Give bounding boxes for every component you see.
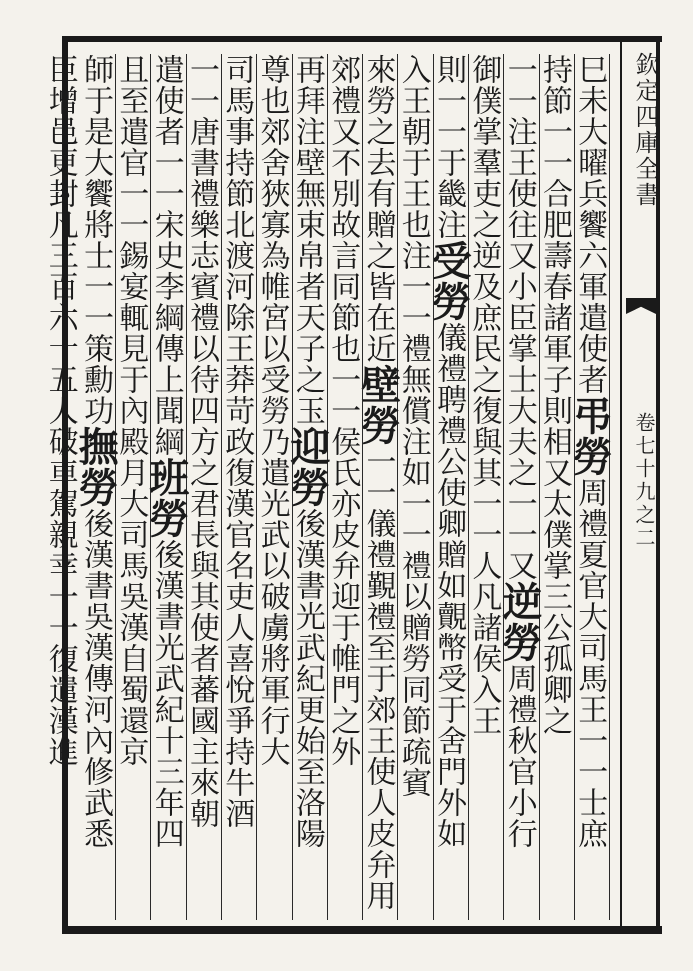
column-text [354,54,402,911]
text-column [115,54,151,920]
column-text [283,54,331,849]
annotation-text: 子則相又太僕掌三公孤卿之 [536,364,572,736]
main-text: 則一一于畿注 [431,54,467,240]
entry-heading: 壁勞 [354,364,402,446]
main-text: 一一唐書禮樂志賓禮以待四方之君長與其使者蕃國主來朝 [183,54,219,829]
juan-number: 卷七十九之二 [632,412,656,550]
text-column [327,54,363,920]
main-text: 持節一一合肥壽春諸軍 [536,54,572,364]
annotation-text: 一一侯氏亦皮弁迎于帷門之外 [325,364,361,767]
annotation-text: 周禮夏官大司馬王一一士庶 [572,477,608,849]
main-text: 遣使者一一宋史李綱傳上聞綱 [148,54,184,457]
text-column [395,54,434,920]
main-text: 臣增邑更封凡三百六十五人 [42,54,78,426]
annotation-text: 破車駕親幸一一復遣漢進 [42,426,78,767]
main-text: 司馬事持節北渡河除王莽苛政復漢官名吏人喜悅爭持牛酒 [219,54,255,829]
text-column [354,54,402,920]
column-text [43,54,78,767]
main-text: 再拜注壁無束帛者天子之玉 [289,54,325,426]
column-text [72,54,120,849]
column-text [184,54,219,829]
annotation-text: 後漢書光武紀十三年四 [148,539,184,849]
main-text: 入王朝于王也注 [395,54,431,271]
column-text [425,54,473,849]
column-text [466,54,501,736]
annotation-text: 周禮秋官小行 [501,663,537,849]
entry-heading: 班勞 [142,457,190,539]
main-text: 師于是大饗將士一一策勳功 [78,54,114,426]
entry-heading: 迎勞 [283,426,331,508]
annotation-text: 儀禮聘禮公使卿贈如覿幣受于舍門外如 [431,322,467,849]
main-text: 尊也郊舍狹寡為帷宮以受勞 [254,54,290,426]
main-text: 巳未大曜兵饗六軍遣使者 [572,54,608,395]
text-column [142,54,190,920]
annotation-text: 後漢書光武紀更始至洛陽 [289,508,325,849]
column-text [566,54,614,849]
entry-heading: 受勞 [425,240,473,322]
book-title-header: 欽定四庫全書 [631,52,659,208]
entry-heading: 弔勞 [566,395,614,477]
text-column [495,54,543,920]
annotation-text: 一一儀禮覲禮至于郊王使人皮弁用 [360,446,396,911]
text-column [183,54,222,920]
main-text: 一一注王使往又小臣掌士大夫之一一又 [501,54,537,581]
text-column [42,54,80,920]
column-text [254,54,289,767]
text-column [256,54,292,920]
entry-heading: 逆勞 [495,581,543,663]
annotation-text: 後漢書吳漢傳河內修武悉 [78,508,114,849]
text-column [536,54,575,920]
annotation-text: 月大司馬吳漢自蜀還京 [113,457,149,767]
text-column [221,54,257,920]
main-text: 且至遣官一一錫宴輒見于內殿 [113,54,149,457]
column-text [219,54,254,829]
column-text [495,54,543,849]
annotation-text: 乃遣光武以破虜將軍行大 [254,426,290,767]
frame-bottom-border [62,926,662,934]
annotation-text: 一一禮無償注如一一禮以贈勞同節疏賓 [395,271,431,798]
text-column [566,54,614,920]
frame-top-border [62,36,662,42]
text-column [72,54,120,920]
text-column [283,54,331,920]
text-column [468,54,504,920]
main-text: 郊禮又不別故言同節也 [325,54,361,364]
column-text [142,54,190,849]
main-text: 御僕掌羣吏之逆及庶民之復與其一一 [466,54,502,550]
column-text [325,54,360,767]
main-text: 來勞之去有贈之皆在近 [360,54,396,364]
annotation-text: 人凡諸侯入王 [466,550,502,736]
entry-heading: 撫勞 [72,426,120,508]
column-text [113,54,148,767]
text-column [425,54,473,920]
